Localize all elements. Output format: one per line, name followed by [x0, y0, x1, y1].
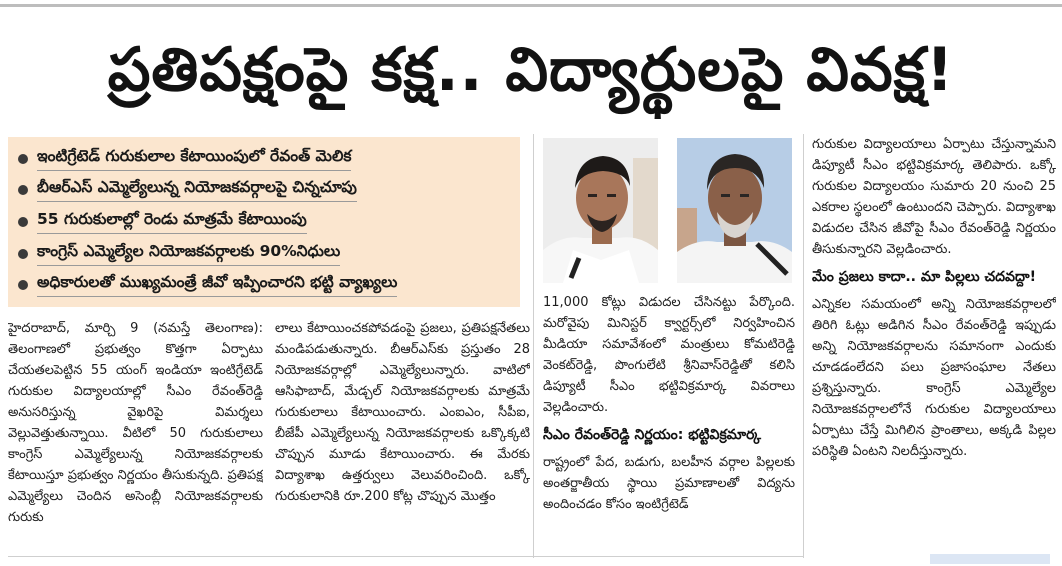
- article-column-2: [275, 318, 530, 556]
- bullet-icon: [18, 217, 28, 227]
- highlight-text: 55 గురుకులాల్లో రెండు మాత్రమే కేటాయింపు: [37, 210, 307, 234]
- bullet-icon: [18, 280, 28, 290]
- article-column-3: [543, 292, 795, 556]
- corner-panel: [930, 554, 1050, 564]
- article-paragraph: గురుకుల విద్యాలయాలు ఏర్పాటు చేస్తున్నామని డిప్యూటీ సీఎం భట్టివిక్రమార్క తెలిపారు. ఒక్కో గురుకుల విద్యాలయం సుమారు 20 నుంచి 25 ఎకరాల స్థలంలో ఉంటుందని చెప్పారు. విద్యాశాఖ విడుదల చేసిన జీవోపై సీఎం రేవంత్‌రెడ్డి నిర్ణయం తీసుకున్నారని వెల్లడించారు.: [812, 137, 1056, 257]
- highlight-text: బీఆర్ఎస్ ఎమ్మెల్యేలున్న నియోజకవర్గాలపై చిన్నచూపు: [37, 178, 357, 202]
- highlight-item: [18, 175, 510, 207]
- article-column-1: [8, 318, 263, 556]
- highlight-item: [18, 143, 510, 175]
- top-rule: [0, 4, 1062, 7]
- subheading: మేం ప్రజలు కాదా.. మా పిల్లలు చదవద్దా!: [812, 269, 1036, 285]
- column-divider: [803, 134, 804, 558]
- article-paragraph: రాష్ట్రంలో పేద, బడుగు, బలహీన వర్గాల పిల్లలకు అంతర్జాతీయ స్థాయి ప్రమాణాలతో విద్యను అందించడం కోసం ఇంటిగ్రేటెడ్: [543, 455, 795, 512]
- article-paragraph: ఎన్నికల సమయంలో అన్ని నియోజకవర్గాలలో తిరిగి ఓట్లు అడిగిన సీఎం రేవంత్‌రెడ్డి ఇప్పుడు అన్ని నియోజకవర్గాలను సమానంగా ఎందుకు చూడడంలేదని పలు ప్రజాసంఘాల నేతలు ప్రశ్నిస్తున్నారు. కాంగ్రెస్ ఎమ్మెల్యేల నియోజకవర్గాలలోనే గురుకుల విద్యాలయాలు ఏర్పాటు చేస్తే మిగిలిన ప్రాంతాలు, అక్కడి పిల్లల పరిస్థితి ఏంటని నిలదీస్తున్నారు.: [812, 297, 1056, 459]
- headline: ప్రతిపక్షంపై కక్ష.. విద్యార్థులపై వివక్ష!: [107, 35, 955, 105]
- article-paragraph: హైదరాబాద్, మార్చి 9 (నమస్తే తెలంగాణ): తెలంగాణలో ప్రభుత్వం కొత్తగా ఏర్పాటు చేయతలపెట్టిన 55 యంగ్ ఇండియా ఇంటిగ్రేటెడ్ గురుకుల విద్యాలయాల్లో సీఎం రేవంత్‌రెడ్డి అనుసరిస్తున్న వైఖరిపై విమర్శలు వెల్లువెత్తుతున్నాయి. వీటిలో 50 గురుకులాలు కాంగ్రెస్ ఎమ్మెల్యేలున్న నియోజకవర్గాలకు కేటాయిస్తూ ప్రభుత్వం నిర్ణయం తీసుకున్నది. ప్రతిపక్ష ఎమ్మెల్యేలు చెందిన అసెంబ్లీ నియోజకవర్గాలకు గురుకు: [8, 321, 263, 525]
- bullet-icon: [18, 154, 28, 164]
- article-paragraph: లాలు కేటాయించకపోవడంపై ప్రజలు, ప్రతిపక్షనేతలు మండిపడుతున్నారు. బీఆర్ఎస్‌కు ప్రస్తుతం 28 నియోజకవర్గాల్లో ఎమ్మెల్యేలున్నారు. వాటిలో ఆసిఫాబాద్, మేడ్చల్ నియోజకవర్గాలకు మాత్రమే గురుకులాలు కేటాయించారు. ఎంఐఎం, సీపీఐ, బీజేపీ ఎమ్మెల్యేలున్న నియోజకవర్గాలకు ఒక్కొక్కటి చొప్పున మూడు కేటాయించారు. ఈ మేరకు విద్యాశాఖ ఉత్తర్వులు వెలువరించింది. ఒక్కో గురుకులానికి రూ.200 కోట్ల చొప్పున మొత్తం: [275, 321, 530, 504]
- subheading: సీఎం రేవంత్‌రెడ్డి నిర్ణయం: భట్టివిక్రమార్క: [543, 427, 761, 443]
- bullet-icon: [18, 185, 28, 195]
- portrait-photo-left: [543, 138, 658, 283]
- portrait-photo-right: [677, 138, 792, 283]
- article-paragraph: 11,000 కోట్లు విడుదల చేసినట్టు పేర్కొంది. మరోవైపు మినిస్టర్ క్వార్టర్స్‌లో నిర్వహించిన మీడియా సమావేశంలో మంత్రులు కోమటిరెడ్డి వెంకట్‌రెడ్డి, పొంగులేటి శ్రీనివాస్‌రెడ్డితో కలిసి డిప్యూటీ సీఎం భట్టివిక్రమార్క వివరాలు వెల్లడించారు.: [543, 295, 795, 415]
- bottom-rule: [8, 556, 804, 557]
- highlight-item: [18, 206, 510, 238]
- highlight-text: ఇంటిగ్రేటెడ్ గురుకులాల కేటాయింపులో రేవంత్ మెలిక: [37, 147, 351, 171]
- highlight-text: కాంగ్రెస్ ఎమ్మెల్యేల నియోజకవర్గాలకు 90%నిధులు: [37, 242, 340, 266]
- article-column-4: [812, 134, 1056, 564]
- highlight-text: అధికారులతో ముఖ్యమంత్రే జీవో ఇప్పించారని భట్టి వ్యాఖ్యలు: [37, 273, 397, 297]
- highlights-box: [8, 137, 520, 307]
- column-divider: [533, 134, 534, 558]
- highlight-item: [18, 269, 510, 301]
- highlight-item: [18, 238, 510, 270]
- bullet-icon: [18, 249, 28, 259]
